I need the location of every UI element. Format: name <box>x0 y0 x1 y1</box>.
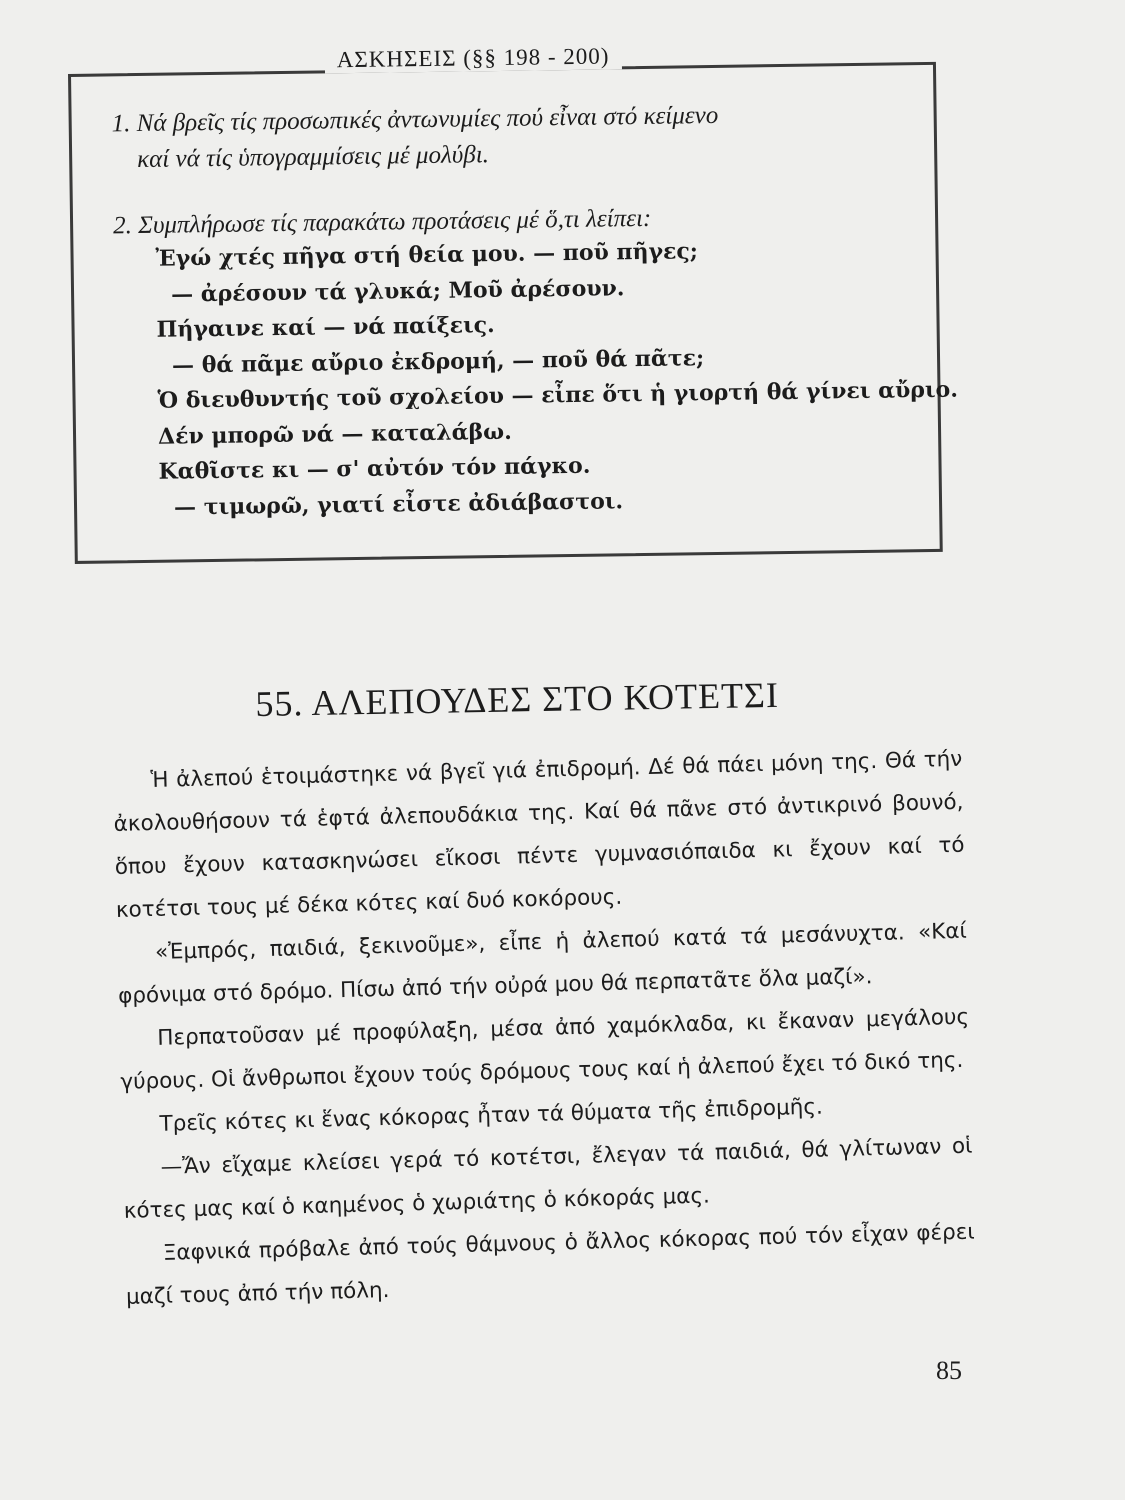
sentence: — ἀρέσουν τά γλυκά; Μοῦ ἀρέσουν. <box>170 274 625 308</box>
exercises-box <box>68 43 959 564</box>
sentence: Καθῖστε κι — σ' αὐτόν τόν πάγκο. <box>158 452 591 485</box>
page-number: 85 <box>936 1356 962 1385</box>
sentence: — θά πᾶμε αὔριο ἐκδρομή, — ποῦ θά πᾶτε; <box>171 344 705 379</box>
story-text <box>112 738 976 1319</box>
story-paragraph: Τρεῖς κότες κι ἕνας κόκορας ἦταν τά θύματα τῆς ἐπιδρομῆς. <box>159 1094 824 1137</box>
story-paragraph: «Ἐμπρός, παιδιά, ξεκινοῦμε», εἶπε ἡ ἀλεπού κατά τά μεσάνυχτα. «Καί φρόνιμα στό δρόμο. Πίσω ἀπό τήν οὐρά μου θά περπατᾶτε ὅλα μαζί». <box>117 918 968 1009</box>
sentence: Δέν μπορῶ νά — καταλάβω. <box>157 418 512 450</box>
story-paragraph: Ξαφνικά πρόβαλε ἀπό τούς θάμνους ὁ ἄλλος κόκορας πού τόν εἶχαν φέρει μαζί τους ἀπό τήν πόλη. <box>125 1219 975 1310</box>
exercises-title: ΑΣΚΗΣΕΙΣ (§§ 198 - 200) <box>325 43 622 73</box>
story-paragraph: Περπατοῦσαν μέ προφύλαξη, μέσα ἀπό χαμόκλαδα, κι ἔκαναν μεγάλους γύρους. Οἱ ἄνθρωποι ἔχουν τούς δρόμους τους καί ἡ ἀλεπού ἔχει τό δικό της. <box>120 1004 970 1095</box>
sentence: Ὁ διευθυντής τοῦ σχολείου — εἶπε ὅτι ἡ γιορτή θά γίνει αὔριο. <box>157 376 959 414</box>
story-paragraph: —Ἄν εἴχαμε κλείσει γερά τό κοτέτσι, ἔλεγαν τά παιδιά, θά γλίτωναν οἱ κότες μας καί ὁ καημένος ὁ χωριάτης ὁ κόκοράς μας. <box>123 1133 973 1224</box>
story-paragraph: Ἡ ἀλεπού ἑτοιμάστηκε νά βγεῖ γιά ἐπιδρομή. Δέ θά πάει μόνη της. Θά τήν ἀκολουθήσουν τά ἑφτά ἀλεπουδάκια της. Καί θά πᾶνε στό ἀντικρινό βουνό, ὅπου ἔχουν κατασκηνώσει εἴκοσι πέντε γυμνασιόπαιδα κι ἔχουν καί τό κοτέτσι τους μέ δέκα κότες καί δυό κοκόρους. <box>113 746 965 923</box>
exercise-1 <box>111 98 719 178</box>
sentence: Ἐγώ χτές πῆγα στή θεία μου. — ποῦ πῆγες; <box>155 238 699 272</box>
exercise-2-instruction: 2. Συμπλήρωσε τίς παρακάτω προτάσεις μέ ὅ,τι λείπει: <box>112 204 652 240</box>
sentence: — τιμωρῶ, γιατί εἶστε ἀδιάβαστοι. <box>173 487 624 521</box>
exercise-1-line-1: 1. Νά βρεῖς τίς προσωπικές ἀντωνυμίες πού εἶναι στό κείμενο <box>111 101 719 138</box>
sentence: Πήγαινε καί — νά παίξεις. <box>156 312 495 343</box>
exercise-2-sentences <box>155 231 959 526</box>
chapter-title: 55. ΑΛΕΠΟΥΔΕΣ ΣΤΟ ΚΟΤΕΤΣΙ <box>255 674 780 724</box>
exercise-1-line-2: καί νά τίς ὑπογραμμίσεις μέ μολύβι. <box>137 141 490 174</box>
